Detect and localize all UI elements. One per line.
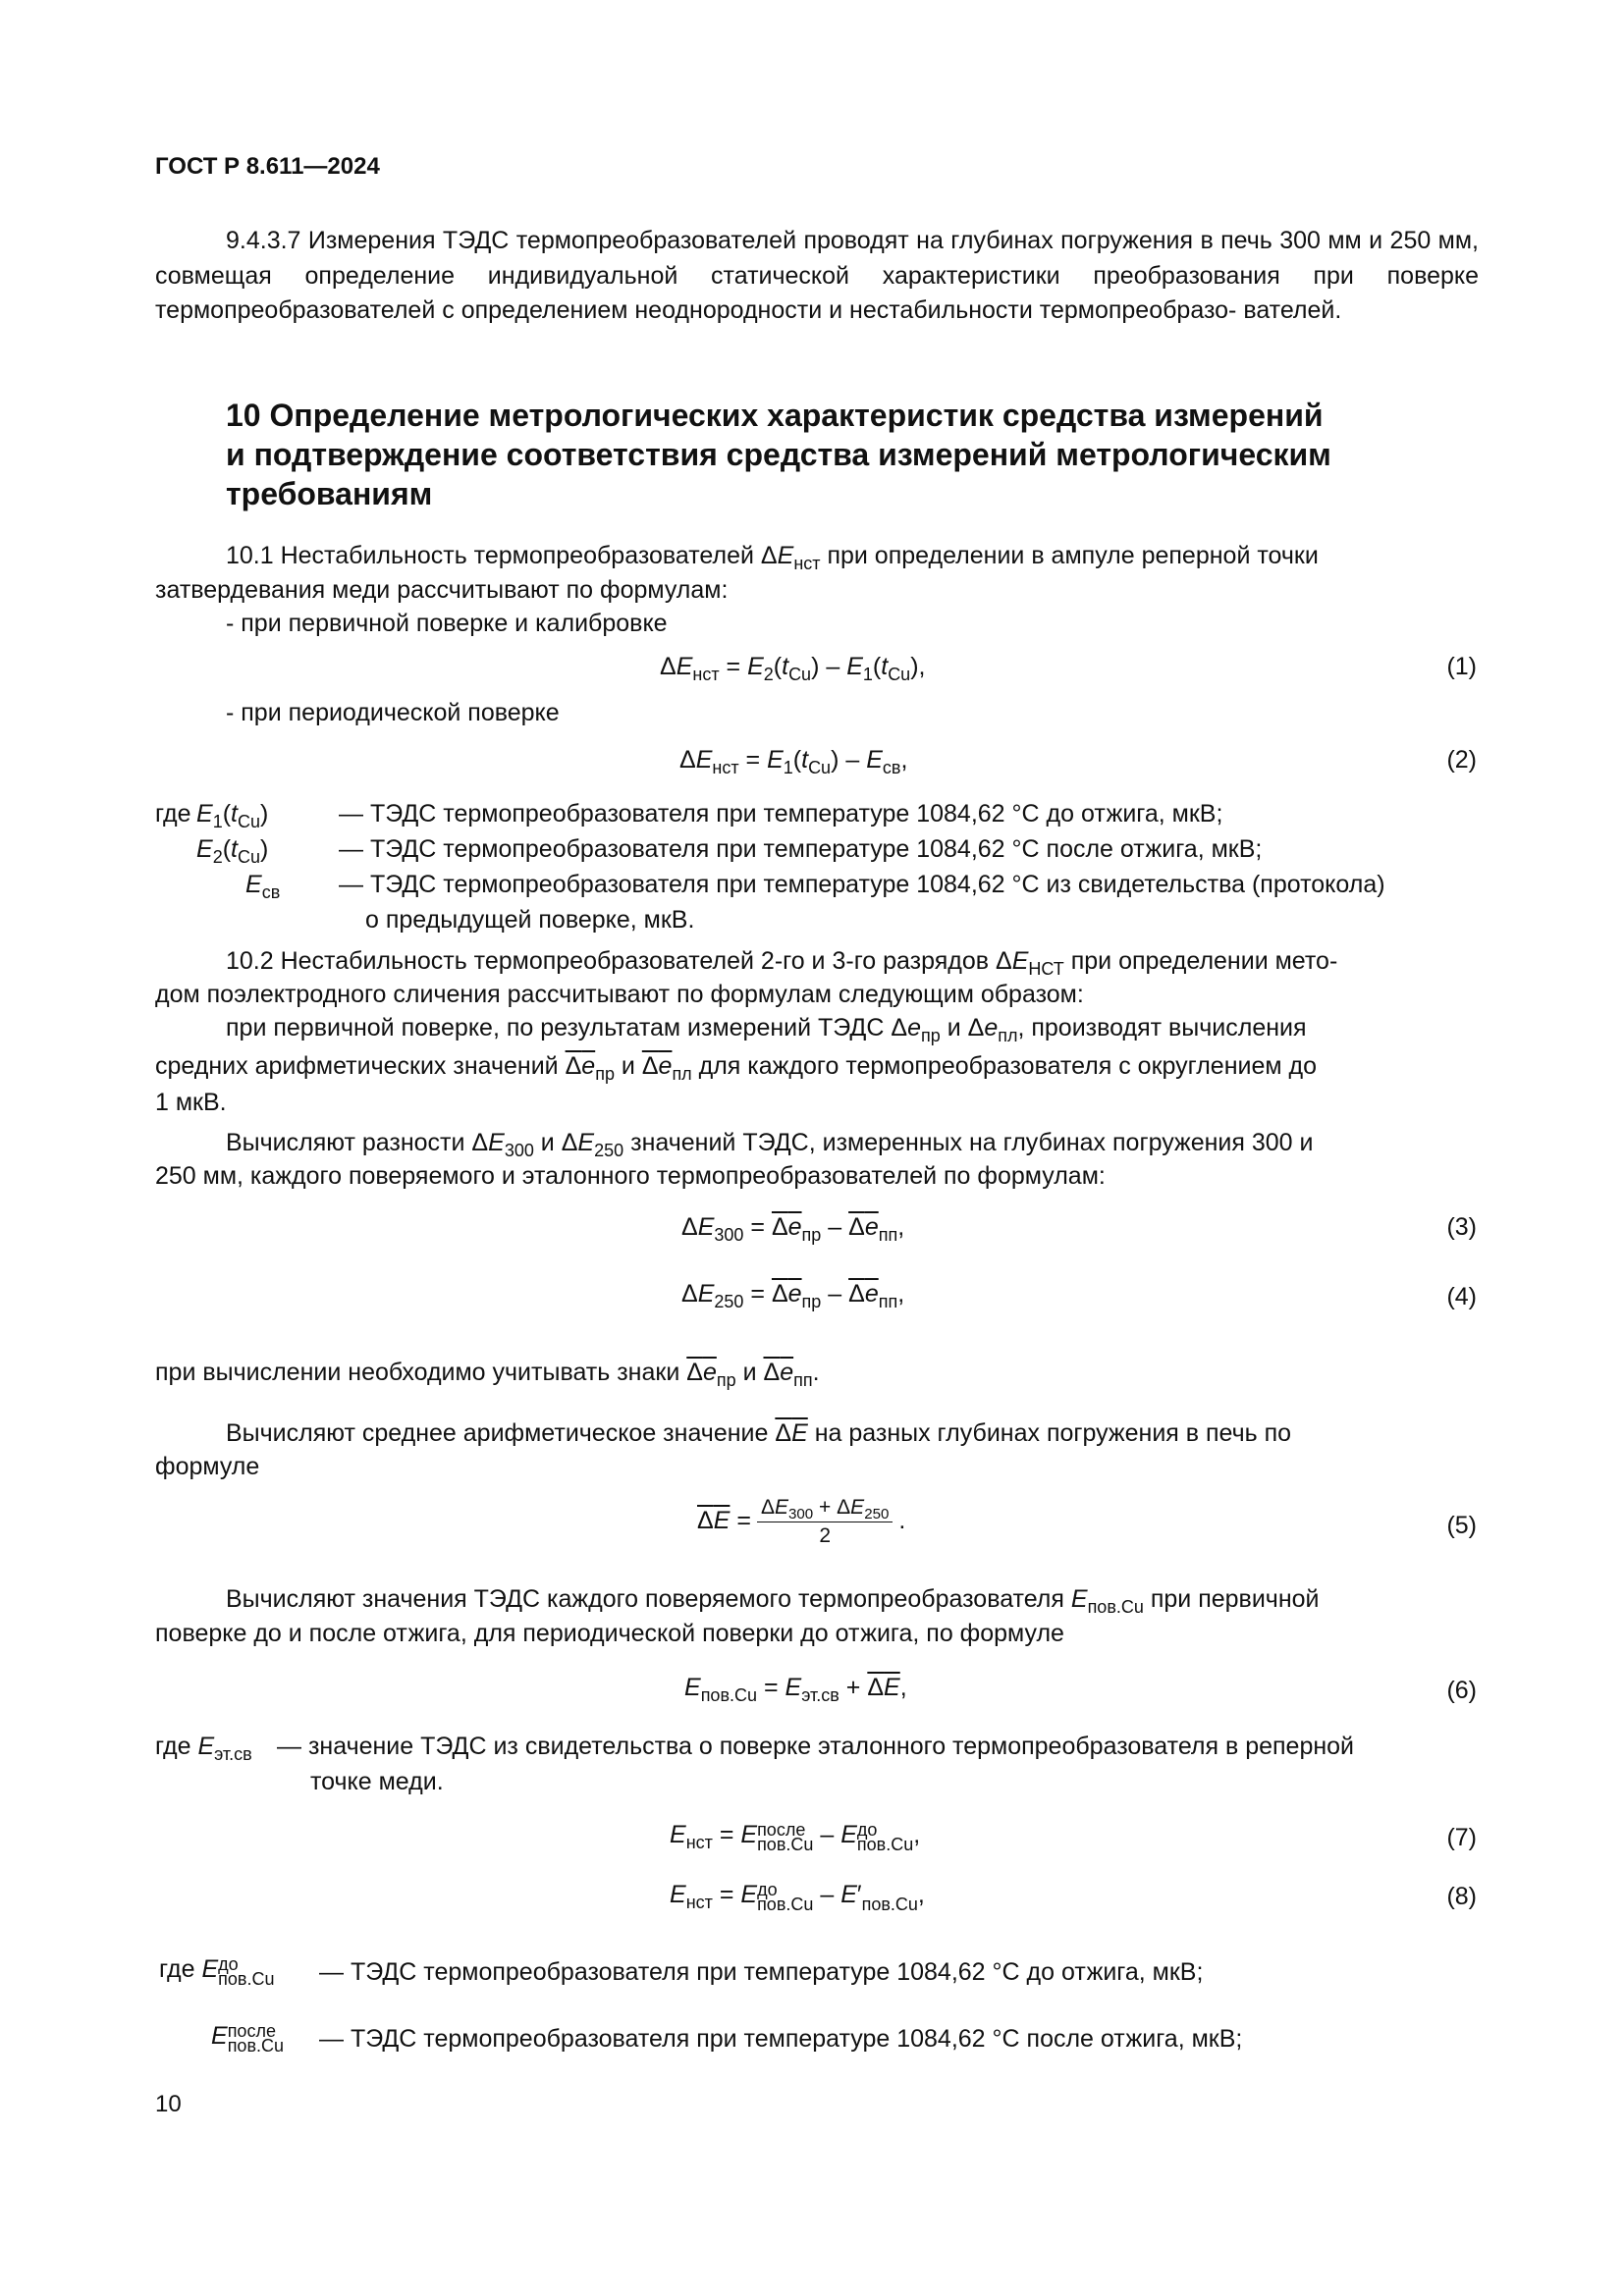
- symbol: $\Delta E_{300}$: [471, 1129, 534, 1160]
- section-title-line: и подтверждение соответствия средства измерений метрологическим: [226, 437, 1331, 472]
- paragraph-9-4-3-7: [155, 224, 1479, 329]
- where-label: где: [155, 800, 191, 828]
- equation-number: (6): [1446, 1677, 1477, 1704]
- text: Вычисляют разности: [226, 1129, 472, 1156]
- definition-e2: — ТЭДС термопреобразователя при температуре 1084,62 °С после отжига, мкВ;: [339, 835, 1263, 863]
- p-10-2-line-2: дом поэлектродного сличения рассчитывают по формулам следующим образом:: [155, 981, 1084, 1008]
- symbol: $\Delta e_{пр}$: [891, 1014, 941, 1045]
- symbol: $\Delta e_{пп}$: [763, 1359, 813, 1390]
- p-10-1-line-3: - при первичной поверке и калибровке: [226, 610, 668, 637]
- equation-number: (4): [1446, 1283, 1477, 1310]
- text-line: 9.4.3.7 Измерения ТЭДС термопреобразователей проводят на глубинах погружения в печь 300 мм: [226, 227, 1362, 254]
- p-pov-line-2: поверке до и после отжига, для периодической поверки до отжига, по формуле: [155, 1620, 1064, 1647]
- text: 10.2 Нестабильность термопреобразователей 2-го и 3-го разрядов: [226, 947, 996, 975]
- section-10-title: [226, 396, 1473, 513]
- delta-e-nst-symbol: $\Delta E_{НСТ}$: [995, 947, 1064, 979]
- p-10-1-line-4: - при периодической поверке: [226, 699, 560, 726]
- text: и: [614, 1052, 642, 1080]
- p-pov-line-1: [226, 1582, 1320, 1617]
- section-title-line: требованиям: [226, 476, 433, 511]
- symbol: $\Delta e_{пр}$: [686, 1359, 736, 1390]
- where-label: где E до пов.Cu: [159, 1954, 275, 1989]
- equation-number: (8): [1446, 1883, 1477, 1910]
- text-line: поверке термопреобразователей с определением неоднородности и нестабильности термопреобразо-: [155, 261, 1480, 324]
- formula-4: $\Delta E_{250} = \Delta e_{пр} - \Delta e_{пп}$,: [681, 1280, 905, 1311]
- text: при первичной поверке, по результатам измерений ТЭДС: [226, 1014, 892, 1041]
- definition-esv-cont: о предыдущей поверке, мкВ.: [365, 906, 695, 934]
- symbol: $\Delta e_{пр}$: [565, 1052, 615, 1084]
- text: Вычисляют значения ТЭДС каждого поверяемого термопреобразователя: [226, 1585, 1071, 1613]
- definition-etsv-cont: точке меди.: [310, 1768, 444, 1795]
- page-number: 10: [155, 2091, 182, 2117]
- section-title-line: 10 Определение метрологических характеристик средства измерений: [226, 398, 1324, 433]
- symbol: $E_{пов.Cu}$: [1070, 1585, 1144, 1617]
- text: при определении мето-: [1063, 947, 1338, 975]
- formula-5: ΔE = $\frac{\Delta E_{300} + \Delta E_{250}}{2}$ .: [697, 1496, 906, 1547]
- p-mean-line-2: формуле: [155, 1453, 260, 1480]
- text: на разных глубинах погружения в печь по: [807, 1419, 1292, 1447]
- p-10-2-line-3: [226, 1011, 1307, 1045]
- symbol: $\Delta E_{250}$: [561, 1129, 624, 1160]
- symbol-e2: $E_2(t_{Cu})$: [196, 835, 269, 867]
- symbol-esv: $E_{св}$: [245, 871, 281, 902]
- p-10-2-line-1: [226, 944, 1337, 979]
- definition-esv: — ТЭДС термопреобразователя при температуре 1084,62 °С из свидетельства (протокола): [339, 871, 1385, 898]
- equation-number: (1): [1446, 653, 1477, 680]
- definition-e-do: — ТЭДС термопреобразователя при температуре 1084,62 °С до отжига, мкВ;: [319, 1958, 1204, 1986]
- formula-6: $E_{пов.Cu} = E_{эт.св} + \Delta E$,: [684, 1674, 907, 1705]
- equation-number: (2): [1446, 746, 1477, 774]
- equation-number: (3): [1446, 1213, 1477, 1241]
- p-diff-line-1: [226, 1126, 1313, 1160]
- text: при первичной: [1143, 1585, 1320, 1613]
- text-line: вателей.: [1243, 296, 1342, 324]
- definition-etsv: — значение ТЭДС из свидетельства о поверке эталонного термопреобразователя в реперной: [277, 1733, 1355, 1760]
- equation-number: (5): [1446, 1512, 1477, 1539]
- text: при определении в ампуле реперной точки: [820, 542, 1319, 569]
- text: при вычислении необходимо учитывать знаки: [155, 1359, 680, 1386]
- p-10-1-line-2: затвердевания меди рассчитывают по формулам:: [155, 576, 729, 604]
- text: средних арифметических значений: [155, 1052, 566, 1080]
- p-10-2-line-4: [155, 1049, 1317, 1084]
- text: для каждого термопреобразователя с округлением до: [691, 1052, 1318, 1080]
- p-10-2-line-5: 1 мкВ.: [155, 1089, 227, 1116]
- formula-7: $E_{нст} = E$ после пов.Cu – E до пов.Cu ,: [670, 1820, 921, 1854]
- text: значений ТЭДС, измеренных на глубинах погружения 300 и: [623, 1129, 1314, 1156]
- text: 10.1 Нестабильность термопреобразователей: [226, 542, 761, 569]
- equation-number: (7): [1446, 1824, 1477, 1851]
- p-mean-line-1: [226, 1416, 1291, 1451]
- delta-e-nst-symbol: $\Delta E_{нст}$: [760, 542, 821, 573]
- symbol: $\Delta e_{пл}$: [967, 1014, 1018, 1045]
- text: и: [533, 1129, 562, 1156]
- symbol: ΔE: [775, 1419, 808, 1447]
- p-10-1-line-1: [226, 539, 1319, 573]
- formula-1: $\Delta E_{нст} = E_2(t_{Cu}) - E_1(t_{Cu})$,: [660, 653, 926, 684]
- text: Вычисляют среднее арифметическое значение: [226, 1419, 776, 1447]
- signs-note: при вычислении необходимо учитывать знаки $\Delta e_{пр}$ и $\Delta e_{пп}$.: [155, 1359, 820, 1390]
- text: и: [735, 1359, 764, 1386]
- symbol-e-posle: E после пов.Cu: [211, 2021, 285, 2056]
- definition-e-posle: — ТЭДС термопреобразователя при температуре 1084,62 °С после отжига, мкВ;: [319, 2025, 1243, 2053]
- formula-2: $\Delta E_{нст} = E_1(t_{Cu}) - E_{св}$,: [679, 746, 908, 777]
- text: и: [940, 1014, 968, 1041]
- formula-8: $E_{нст} = E$ до пов.Cu – E′ пов.Cu ,: [670, 1880, 925, 1914]
- text-line: и 250 мм, совмещая определение индивидуальной статической характеристики преобразования при: [155, 227, 1479, 290]
- document-id: ГОСТ Р 8.611—2024: [155, 153, 380, 180]
- fraction: $\frac{\Delta E_{300} + \Delta E_{250}}{2}$: [757, 1496, 893, 1548]
- symbol: $\Delta e_{пл}$: [641, 1052, 692, 1084]
- where-label: где $E_{эт.св}$: [155, 1733, 252, 1764]
- symbol-e1: $E_1(t_{Cu})$: [196, 800, 269, 831]
- formula-3: $\Delta E_{300} = \Delta e_{пр} - \Delta e_{пп}$,: [681, 1213, 905, 1245]
- p-diff-line-2: 250 мм, каждого поверяемого и эталонного термопреобразователей по формулам:: [155, 1162, 1106, 1190]
- text: , производят вычисления: [1017, 1014, 1307, 1041]
- definition-e1: — ТЭДС термопреобразователя при температуре 1084,62 °С до отжига, мкВ;: [339, 800, 1223, 828]
